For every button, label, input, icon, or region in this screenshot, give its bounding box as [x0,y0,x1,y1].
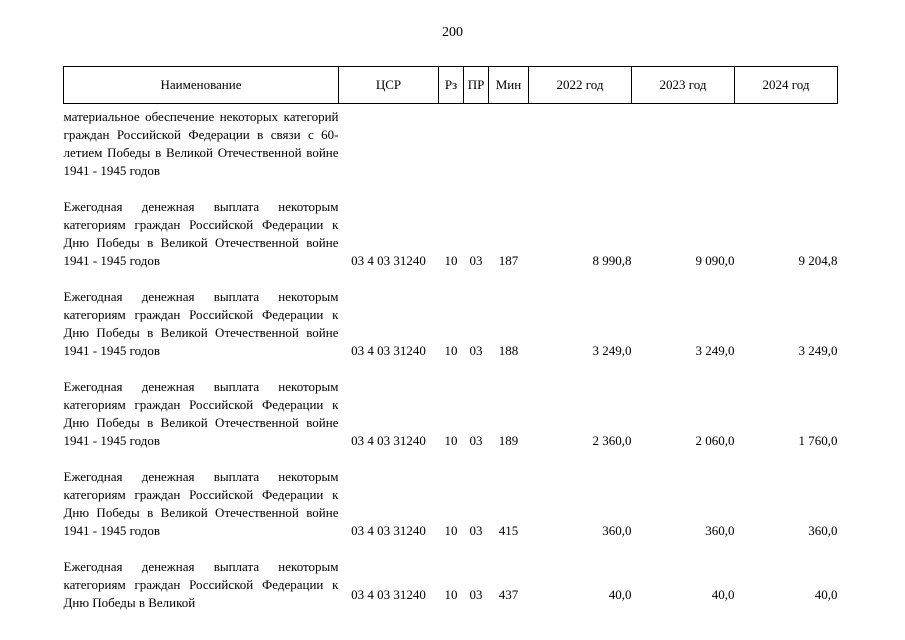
row-2024: 1 760,0 [798,433,838,448]
row-2024: 3 249,0 [798,343,838,358]
row-2023: 3 249,0 [695,343,735,358]
row-name: Ежегодная денежная выплата некоторым категориям граждан Российской Федерации к Дню Победы в Великой Отечественной войне 1941 - 1945 годов [63,469,339,538]
row-2022: 40,0 [608,587,632,602]
budget-table [63,66,838,612]
row-min: 189 [498,433,519,448]
header-csr: ЦСР [339,67,439,104]
row-name: Ежегодная денежная выплата некоторым категориям граждан Российской Федерации к Дню Победы в Великой Отечественной войне 1941 - 1945 годов [63,289,339,358]
row-rz: 10 [444,343,458,358]
row-pr: 03 [469,523,483,538]
table-row-continuation [64,104,838,181]
row-rz: 10 [444,587,458,602]
page-number: 200 [442,25,463,40]
table-row [64,540,838,612]
row-2023: 2 060,0 [695,433,735,448]
row-rz: 10 [444,523,458,538]
row-csr: 03 4 03 31240 [351,343,426,358]
row-name: Ежегодная денежная выплата некоторым категориям граждан Российской Федерации к Дню Победы в Великой Отечественной войне 1941 - 1945 годов [63,379,339,448]
row-min: 187 [498,253,519,268]
row-2022: 360,0 [602,523,632,538]
row-name: Ежегодная денежная выплата некоторым категориям граждан Российской Федерации к Дню Победы в Великой Отечественной войне 1941 - 1945 годов [63,199,339,268]
header-name: Наименование [64,67,339,104]
row-pr: 03 [469,343,483,358]
row-csr: 03 4 03 31240 [351,523,426,538]
header-pr: ПР [464,67,489,104]
row-2022: 2 360,0 [592,433,632,448]
row-2022: 3 249,0 [592,343,632,358]
header-2024: 2024 год [735,67,838,104]
table-row [64,450,838,540]
row-2023: 9 090,0 [695,253,735,268]
header-min: Мин [489,67,529,104]
row-pr: 03 [469,433,483,448]
row-csr: 03 4 03 31240 [351,433,426,448]
row-2023: 360,0 [705,523,735,538]
row-min: 415 [498,523,519,538]
row-min: 437 [498,587,519,602]
row-rz: 10 [444,253,458,268]
row-csr: 03 4 03 31240 [351,253,426,268]
row-rz: 10 [444,433,458,448]
table-header-row [64,67,838,104]
row-2024: 360,0 [808,523,838,538]
row-pr: 03 [469,253,483,268]
row-csr: 03 4 03 31240 [351,587,426,602]
row-name: Ежегодная денежная выплата некоторым категориям граждан Российской Федерации к Дню Победы в Великой [63,559,339,610]
table-row [64,180,838,270]
header-2023: 2023 год [632,67,735,104]
header-rz: Рз [439,67,464,104]
table-row [64,270,838,360]
row-2023: 40,0 [711,587,735,602]
header-2022: 2022 год [529,67,632,104]
row-2024: 9 204,8 [798,253,838,268]
row-2024: 40,0 [814,587,838,602]
row-name: материальное обеспечение некоторых категорий граждан Российской Федерации в связи с 60-летием Победы в Великой Отечественной войне 1941 - 1945 годов [63,109,339,178]
row-min: 188 [498,343,519,358]
table-row [64,360,838,450]
row-2022: 8 990,8 [592,253,632,268]
row-pr: 03 [469,587,483,602]
